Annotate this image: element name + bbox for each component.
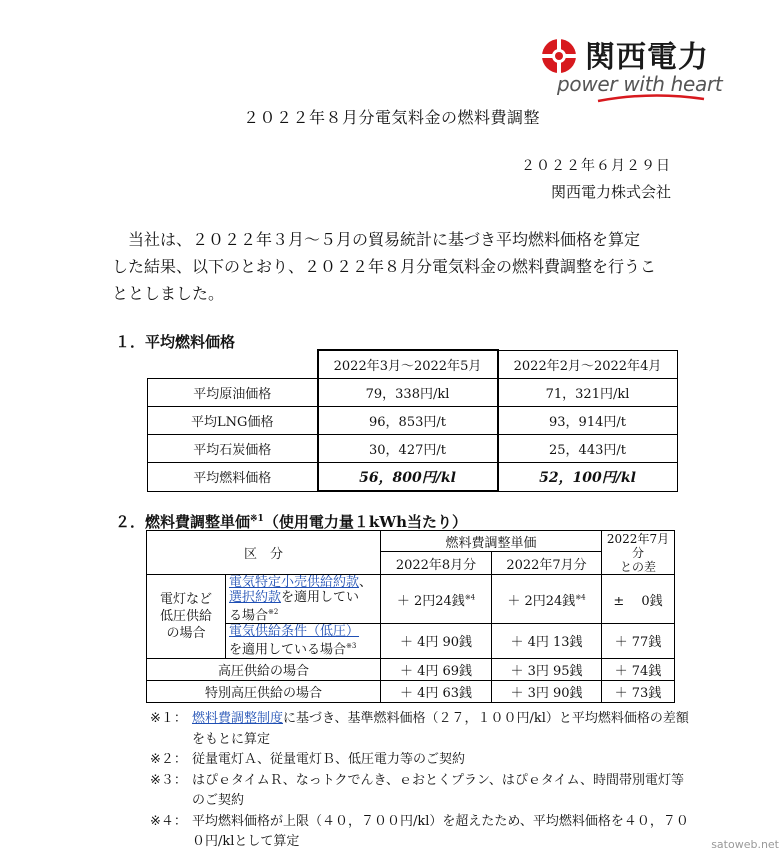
footnote-item: [150, 771, 690, 812]
value: ＋ 2円24銭: [396, 593, 465, 609]
section2-heading-text: ２．燃料費調整単価: [115, 513, 251, 531]
table-row: [147, 624, 675, 658]
footnote-mark: ※3: [346, 642, 357, 651]
footnote-item: [150, 812, 690, 853]
cell-value: 71，321円/kl: [498, 379, 678, 407]
condition-cell: [226, 575, 381, 624]
intro-line: ととしました。: [112, 284, 225, 303]
header-unit-price: 燃料費調整単価: [381, 531, 602, 552]
table-row: [148, 407, 678, 435]
footnote-text: [192, 709, 690, 750]
header-kubun: 区 分: [147, 531, 381, 575]
cell-value: ＋ 3円 90銭: [492, 680, 602, 702]
section2-heading-suffix: （使用電力量１kWh当たり）: [263, 513, 467, 531]
cell-value: ＋ 77銭: [602, 624, 675, 658]
cell-value: ＋ 4円 13銭: [492, 624, 602, 658]
site-watermark: satoweb.net: [711, 838, 779, 851]
footnote-item: [150, 750, 690, 771]
header-diff-line: 2022年7月分: [606, 531, 670, 560]
table-row: [148, 463, 678, 492]
cell-value-highlight: 56，800円/kl: [318, 463, 498, 492]
text: を適用してい: [281, 590, 360, 605]
intro-line: 当社は、２０２２年３月～５月の貿易統計に基づき平均燃料価格を算定: [128, 230, 641, 249]
tagline-swoosh-icon: [596, 93, 706, 103]
row-label: 特別高圧供給の場合: [147, 680, 381, 702]
footnote-mark: ※３：: [150, 772, 187, 788]
footnote-text: 従量電灯Ａ、従量電灯Ｂ、低圧電力等のご契約: [192, 752, 466, 767]
cell-value: [492, 575, 602, 624]
table-row: [148, 435, 678, 463]
link-optional-terms[interactable]: 選択約款: [229, 590, 282, 605]
intro-paragraph: [112, 226, 682, 307]
group-label-line: 低圧供給: [159, 608, 212, 624]
value: ＋ 2円24銭: [507, 593, 576, 609]
group-label-line: 電灯など: [159, 591, 212, 607]
footnote-text: 平均燃料価格が上限（４０，７００円/kl）を超えたため、平均燃料価格を４０，７００円/klとして算定: [192, 813, 689, 849]
footnote-mark: ※1: [250, 514, 264, 524]
footnote-mark: ※４：: [150, 813, 187, 829]
row-label: 平均原油価格: [148, 379, 318, 407]
text: を適用している場合: [229, 642, 347, 658]
table-row: [147, 680, 675, 702]
footnotes: [150, 709, 690, 853]
group-label-line: の場合: [166, 625, 206, 641]
document-title: ２０２２年８月分電気料金の燃料費調整: [242, 108, 540, 127]
column-header: 2022年2月～2022年4月: [498, 350, 678, 379]
column-header: 2022年3月～2022年5月: [318, 350, 498, 379]
footnote-mark: ※4: [464, 593, 476, 602]
cell-value: [381, 575, 492, 624]
cell-value: ＋ 4円 63銭: [381, 680, 492, 702]
table-corner: [148, 350, 318, 379]
link-fuel-cost-adjustment[interactable]: 燃料費調整制度: [192, 711, 284, 726]
cell-value: 25，443円/t: [498, 435, 678, 463]
cell-value: ＋ 4円 69銭: [381, 658, 492, 680]
table-row: [148, 379, 678, 407]
group-label-low-voltage: [147, 575, 226, 659]
cell-value: ＋ 74銭: [602, 658, 675, 680]
row-label: 平均LNG価格: [148, 407, 318, 435]
row-label: 平均燃料価格: [148, 463, 318, 492]
company-tagline: power with heart: [557, 72, 723, 96]
cell-value: 30，427円/t: [318, 435, 498, 463]
link-specific-retail-terms[interactable]: 電気特定小売供給約款: [229, 575, 360, 590]
kepco-logo-icon: [541, 38, 577, 74]
document-company: 関西電力株式会社: [550, 183, 671, 201]
intro-line: した結果、以下のとおり、２０２２年８月分電気料金の燃料費調整を行うこ: [112, 257, 657, 276]
cell-value-highlight: 52，100円/kl: [498, 463, 678, 492]
row-label: 平均石炭価格: [148, 435, 318, 463]
text: 、: [359, 575, 373, 590]
document-date: ２０２２年６月２９日: [521, 158, 671, 174]
condition-cell: [226, 624, 381, 658]
header-jul: 2022年7月分: [492, 552, 602, 575]
header-aug: 2022年8月分: [381, 552, 492, 575]
footnote-item: [150, 709, 690, 750]
cell-value: ＋ 4円 90銭: [381, 624, 492, 658]
section2-heading: [115, 511, 467, 532]
row-label: 高圧供給の場合: [147, 658, 381, 680]
footnote-mark: ※１：: [150, 711, 187, 726]
header-diff-line: との差: [619, 559, 656, 574]
fuel-price-table: [147, 349, 678, 492]
footnote-mark: ※2: [268, 608, 279, 616]
text: に基づき、基準燃料価格（２７，１００円/kl）と平均燃料価格の差額をもとに算定: [192, 711, 689, 747]
company-logo-name: 関西電力: [585, 40, 709, 75]
footnote-mark: ※２：: [150, 752, 187, 767]
cell-value: ± 0銭: [602, 575, 675, 624]
header-diff: [602, 531, 675, 575]
footnote-mark: ※4: [575, 593, 586, 602]
text: る場合: [229, 608, 269, 624]
adjustment-unit-table: [146, 530, 675, 703]
cell-value: 96，853円/t: [318, 407, 498, 435]
cell-value: 79，338円/kl: [318, 379, 498, 407]
cell-value: 93，914円/t: [498, 407, 678, 435]
section1-heading: １．平均燃料価格: [115, 333, 236, 351]
footnote-text: はぴｅタイムＲ、なっトクでんき、ｅおとくプラン、はぴｅタイム、時間帯別電灯等のご契約: [192, 772, 685, 808]
table-row: [147, 575, 675, 624]
table-row: [147, 658, 675, 680]
cell-value: ＋ 73銭: [602, 680, 675, 702]
link-low-voltage-supply-terms[interactable]: 電気供給条件（低圧）: [229, 624, 360, 640]
cell-value: ＋ 3円 95銭: [492, 658, 602, 680]
